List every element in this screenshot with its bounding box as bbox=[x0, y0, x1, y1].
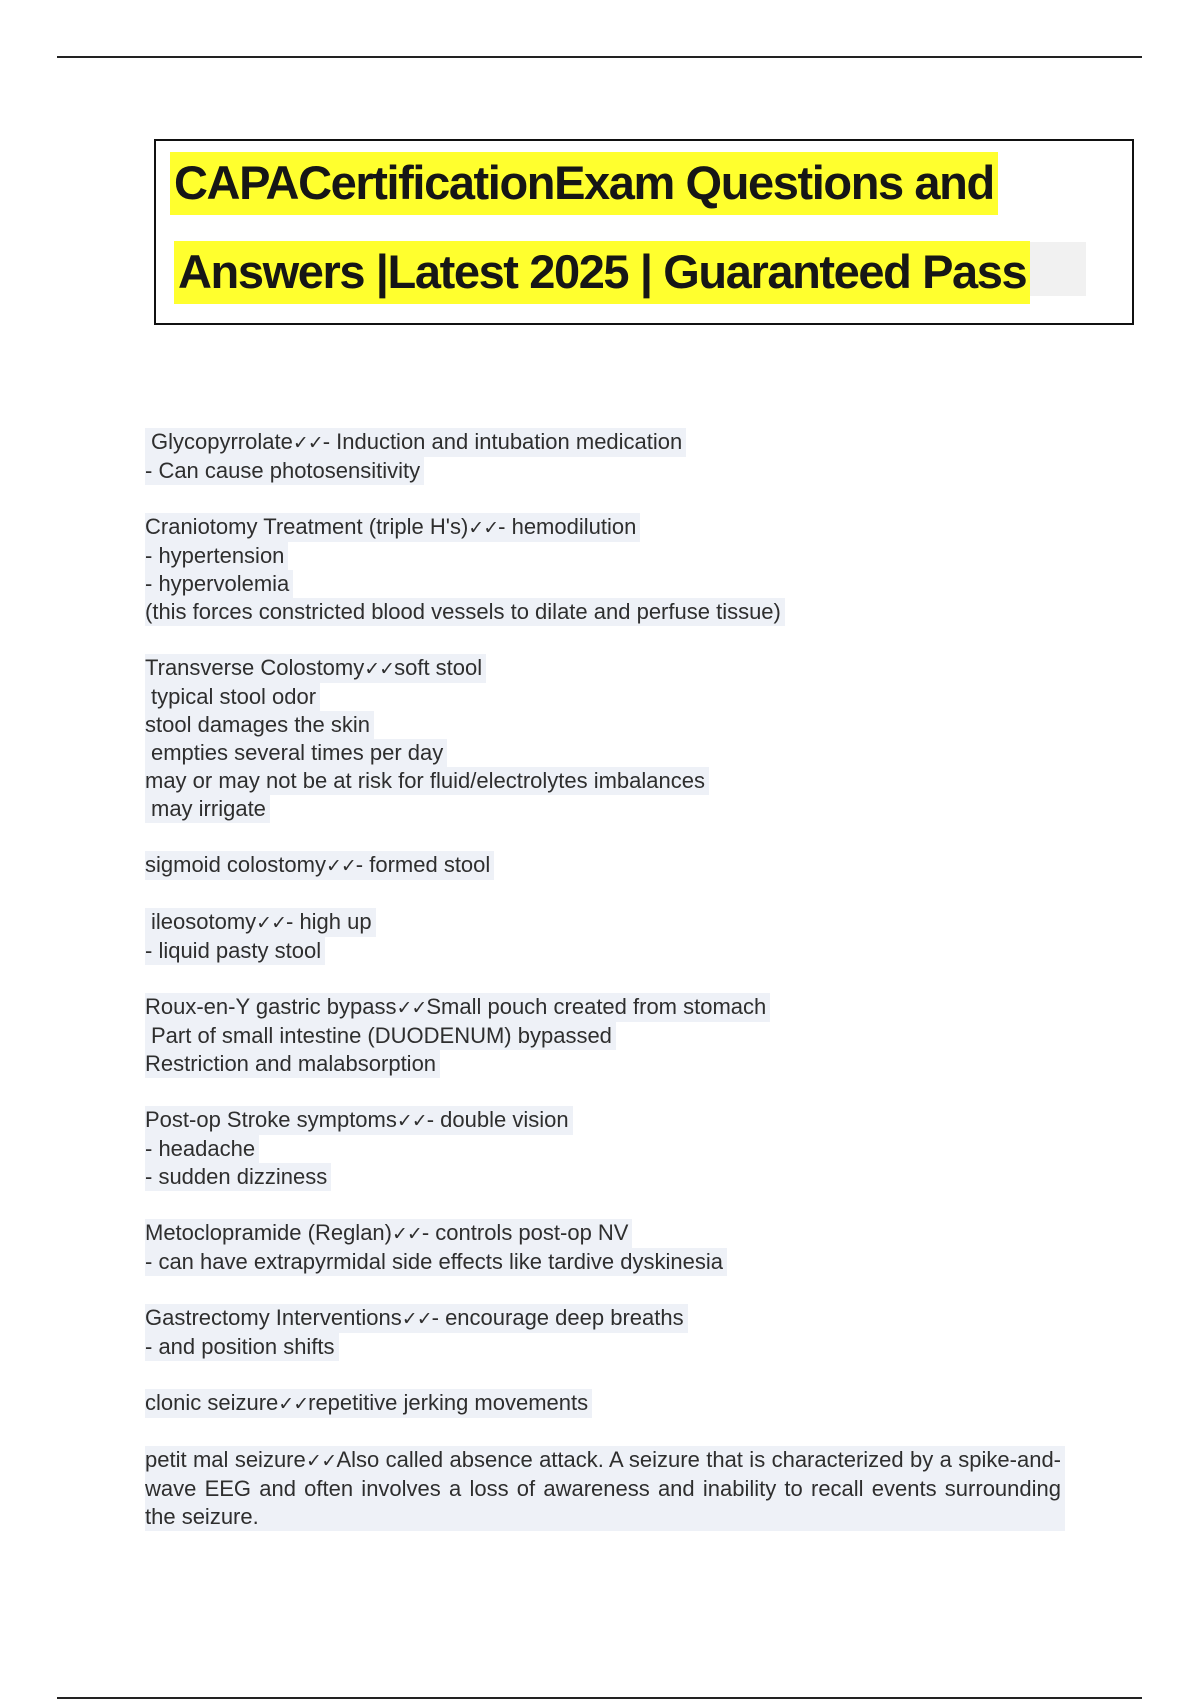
entry-first-line bbox=[145, 513, 640, 542]
entry-first-line bbox=[145, 1304, 688, 1333]
entry-answer: Also called absence attack. A seizure that is characterized by a spike-and-wave EEG and often involves a loss of awareness and inability to recall events surrounding the seizure. bbox=[145, 1447, 1062, 1529]
qa-entry bbox=[145, 1106, 1065, 1191]
entry-answer: repetitive jerking movements bbox=[308, 1390, 589, 1415]
entry-answer: - formed stool bbox=[355, 852, 491, 877]
entry-line: - headache bbox=[145, 1135, 259, 1163]
entry-first-line bbox=[145, 654, 486, 683]
title-box bbox=[154, 139, 1134, 325]
entry-term: sigmoid colostomy bbox=[145, 852, 326, 877]
entry-answer: - controls post-op NV bbox=[421, 1220, 629, 1245]
entry-line: - hypertension bbox=[145, 542, 288, 570]
entry-line: Restriction and malabsorption bbox=[145, 1050, 440, 1078]
entry-first-line bbox=[145, 1389, 592, 1418]
qa-entry bbox=[145, 1446, 1065, 1531]
entry-first-line bbox=[145, 1219, 632, 1248]
entry-line: (this forces constricted blood vessels to dilate and perfuse tissue) bbox=[145, 598, 785, 626]
check-mark-icon: ✓✓ bbox=[256, 912, 286, 934]
top-rule bbox=[57, 56, 1142, 58]
qa-entry bbox=[145, 1389, 1065, 1418]
check-mark-icon: ✓✓ bbox=[396, 997, 427, 1019]
entry-line: - liquid pasty stool bbox=[145, 937, 325, 965]
entry-line: stool damages the skin bbox=[145, 711, 374, 739]
entry-first-line bbox=[145, 1446, 1065, 1531]
qa-entry bbox=[145, 851, 1065, 880]
check-mark-icon: ✓✓ bbox=[278, 1393, 309, 1415]
check-mark-icon: ✓✓ bbox=[305, 1450, 337, 1472]
qa-entry bbox=[145, 428, 1065, 485]
entry-answer: - high up bbox=[286, 909, 372, 934]
entry-first-line bbox=[145, 1106, 573, 1135]
title-text-1: CAPACertificationExam Questions and bbox=[170, 152, 998, 215]
bottom-rule bbox=[57, 1697, 1142, 1699]
entry-term: ileosotomy bbox=[151, 909, 257, 934]
entry-term: Post-op Stroke symptoms bbox=[145, 1107, 397, 1132]
qa-entry bbox=[145, 908, 1065, 965]
entry-term: Gastrectomy Interventions bbox=[145, 1305, 402, 1330]
entry-line: may irrigate bbox=[145, 795, 270, 823]
entry-line: Part of small intestine (DUODENUM) bypassed bbox=[145, 1022, 616, 1050]
entry-term: Roux-en-Y gastric bypass bbox=[145, 994, 397, 1019]
entry-term: Transverse Colostomy bbox=[145, 655, 365, 680]
entry-line: - can have extrapyrmidal side effects like tardive dyskinesia bbox=[145, 1248, 727, 1276]
entry-answer: - double vision bbox=[426, 1107, 569, 1132]
entry-line: empties several times per day bbox=[145, 739, 447, 767]
check-mark-icon: ✓✓ bbox=[325, 855, 356, 877]
check-mark-icon: ✓✓ bbox=[364, 658, 395, 680]
entry-first-line bbox=[145, 851, 494, 880]
entry-answer: - Induction and intubation medication bbox=[322, 429, 683, 454]
check-mark-icon: ✓✓ bbox=[401, 1308, 432, 1330]
qa-entry bbox=[145, 654, 1065, 823]
entry-line: may or may not be at risk for fluid/electrolytes imbalances bbox=[145, 767, 709, 795]
entry-term: Glycopyrrolate bbox=[151, 429, 293, 454]
entry-answer: - hemodilution bbox=[498, 514, 637, 539]
title-line-1 bbox=[170, 156, 998, 209]
title-line-2 bbox=[174, 242, 1086, 296]
entry-term: Metoclopramide (Reglan) bbox=[145, 1220, 392, 1245]
entry-line: - hypervolemia bbox=[145, 570, 293, 598]
entry-line: - Can cause photosensitivity bbox=[145, 457, 424, 485]
entry-line: typical stool odor bbox=[145, 683, 320, 711]
qa-entry bbox=[145, 993, 1065, 1078]
entry-line: - sudden dizziness bbox=[145, 1163, 331, 1191]
qa-entry bbox=[145, 1304, 1065, 1361]
entry-first-line bbox=[145, 428, 686, 457]
title-text-2: Answers |Latest 2025 | Guaranteed Pass bbox=[174, 241, 1030, 304]
entry-answer: Small pouch created from stomach bbox=[426, 994, 767, 1019]
check-mark-icon: ✓✓ bbox=[292, 432, 323, 454]
entry-term: Craniotomy Treatment (triple H's) bbox=[145, 514, 469, 539]
entry-first-line bbox=[145, 993, 770, 1022]
check-mark-icon: ✓✓ bbox=[392, 1223, 422, 1245]
entry-answer: soft stool bbox=[394, 655, 483, 680]
entry-term: petit mal seizure bbox=[145, 1447, 306, 1472]
entry-line: - and position shifts bbox=[145, 1333, 339, 1361]
entry-answer: - encourage deep breaths bbox=[431, 1305, 684, 1330]
check-mark-icon: ✓✓ bbox=[468, 517, 499, 539]
check-mark-icon: ✓✓ bbox=[396, 1110, 427, 1132]
entry-term: clonic seizure bbox=[145, 1390, 279, 1415]
qa-list bbox=[145, 428, 1065, 1559]
qa-entry bbox=[145, 513, 1065, 626]
qa-entry bbox=[145, 1219, 1065, 1276]
entry-first-line bbox=[145, 908, 376, 937]
